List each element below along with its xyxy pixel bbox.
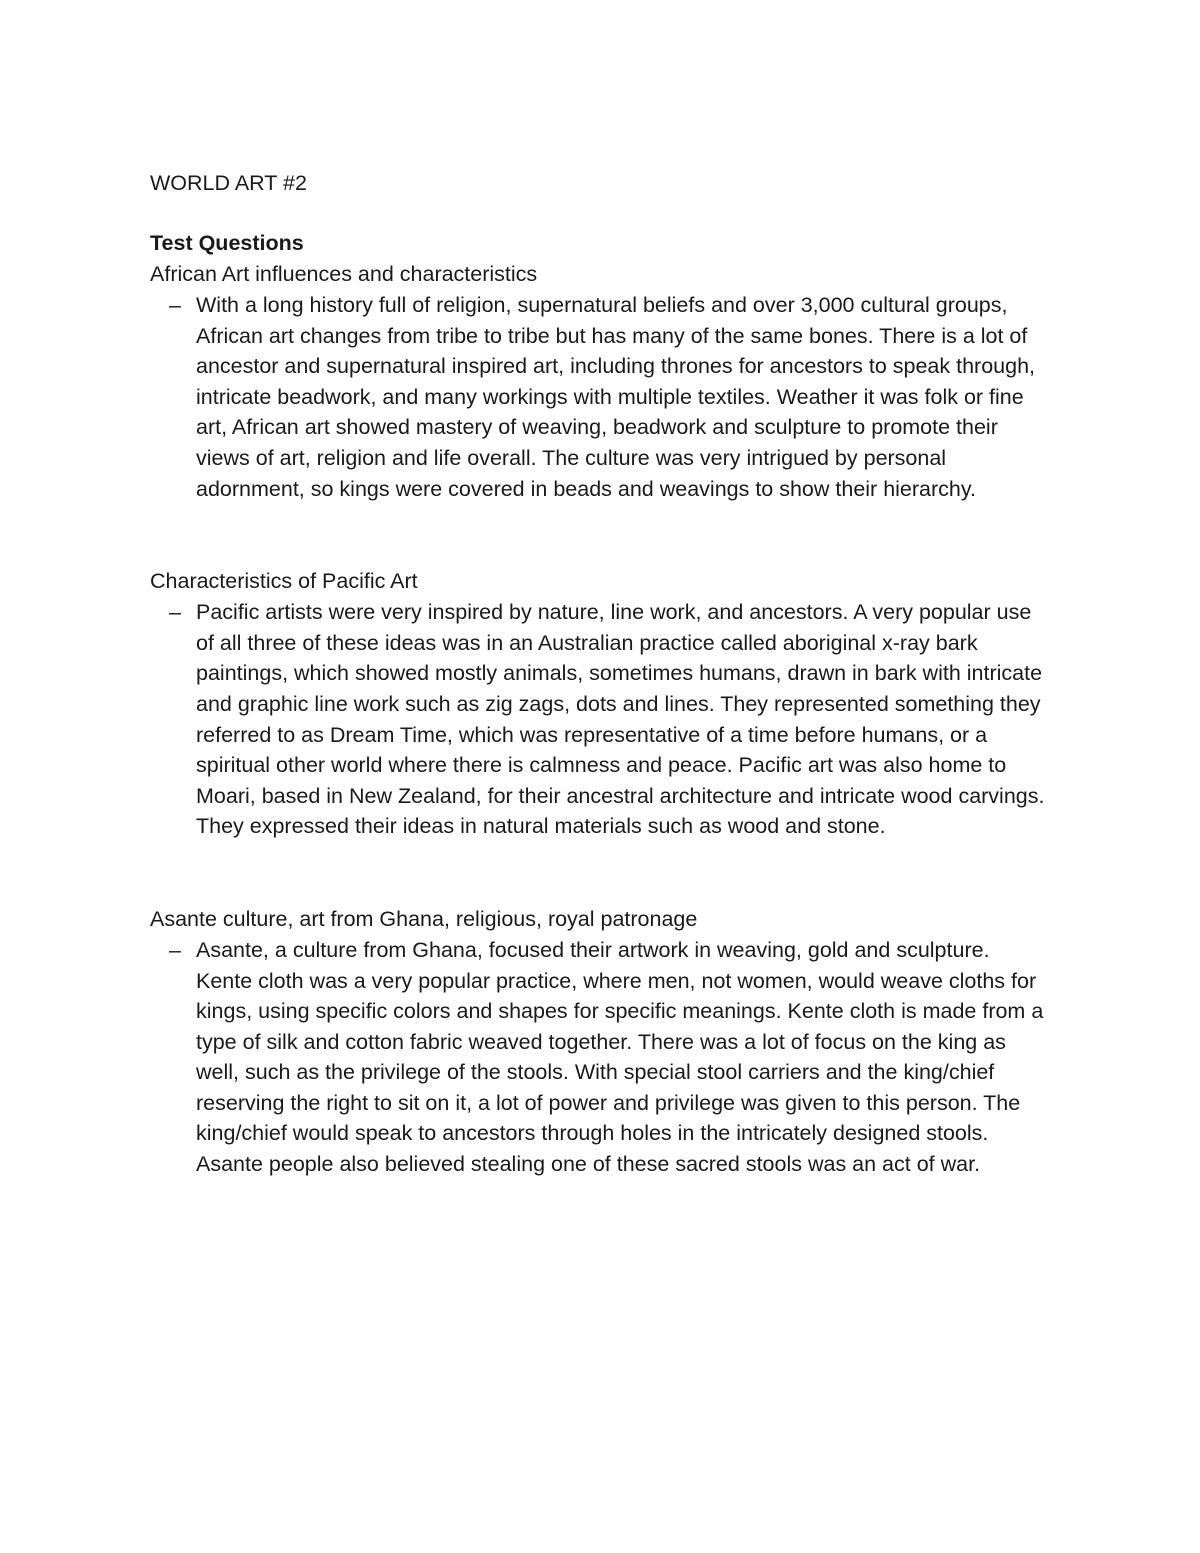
- section-heading: Characteristics of Pacific Art: [150, 569, 418, 594]
- bullet-item: [150, 290, 1050, 504]
- document-subtitle: Test Questions: [150, 231, 304, 255]
- section-heading: Asante culture, art from Ghana, religious, royal patronage: [150, 906, 698, 931]
- section-african-art: [150, 259, 1050, 504]
- bullet-item: [150, 935, 1050, 1180]
- dash-bullet-icon: –: [169, 600, 181, 625]
- section-asante-culture: [150, 904, 1050, 1180]
- bullet-text: Asante, a culture from Ghana, focused their artwork in weaving, gold and sculpture. Kente cloth was a very popular practice, where men, not women, would weave cloths for kings, using specific colors and shapes for specific meanings. Kente cloth is made from a type of silk and cotton fabric weaved together. There was a lot of focus on the king as well, such as the privilege of the stools. With special stool carriers and the king/chief reserving the right to sit on it, a lot of power and privilege was given to this person. The king/chief would speak to ancestors through holes in the intricately designed stools. Asante people also believed stealing one of these sacred stools was an act of war.: [196, 937, 1044, 1177]
- bullet-text: Pacific artists were very inspired by nature, line work, and ancestors. A very popular use of all three of these ideas was in an Australian practice called aboriginal x-ray bark paintings, which showed mostly animals, sometimes humans, drawn in bark with intricate and graphic line work such as zig zags, dots and lines. They represented something they referred to as Dream Time, which was representative of a time before humans, or a spiritual other world where there is calmness and peace. Pacific art was also home to Moari, based in New Zealand, for their ancestral architecture and intricate wood carvings. They expressed their ideas in natural materials such as wood and stone.: [196, 600, 1045, 839]
- bullet-item: [150, 597, 1050, 842]
- section-heading: African Art influences and characteristics: [150, 262, 538, 286]
- section-pacific-art: [150, 566, 1050, 842]
- dash-bullet-icon: –: [169, 293, 181, 317]
- document-page: [150, 168, 1050, 1180]
- document-title: WORLD ART #2: [150, 171, 307, 195]
- dash-bullet-icon: –: [169, 937, 181, 962]
- bullet-text: With a long history full of religion, supernatural beliefs and over 3,000 cultural groups, African art changes from tribe to tribe but has many of the same bones. There is a lot of ancestor and supernatural inspired art, including thrones for ancestors to speak through, intricate beadwork, and many workings with multiple textiles. Weather it was folk or fine art, African art showed mastery of weaving, beadwork and sculpture to promote their views of art, religion and life overall. The culture was very intrigued by personal adornment, so kings were covered in beads and weavings to show their hierarchy.: [196, 293, 1035, 501]
